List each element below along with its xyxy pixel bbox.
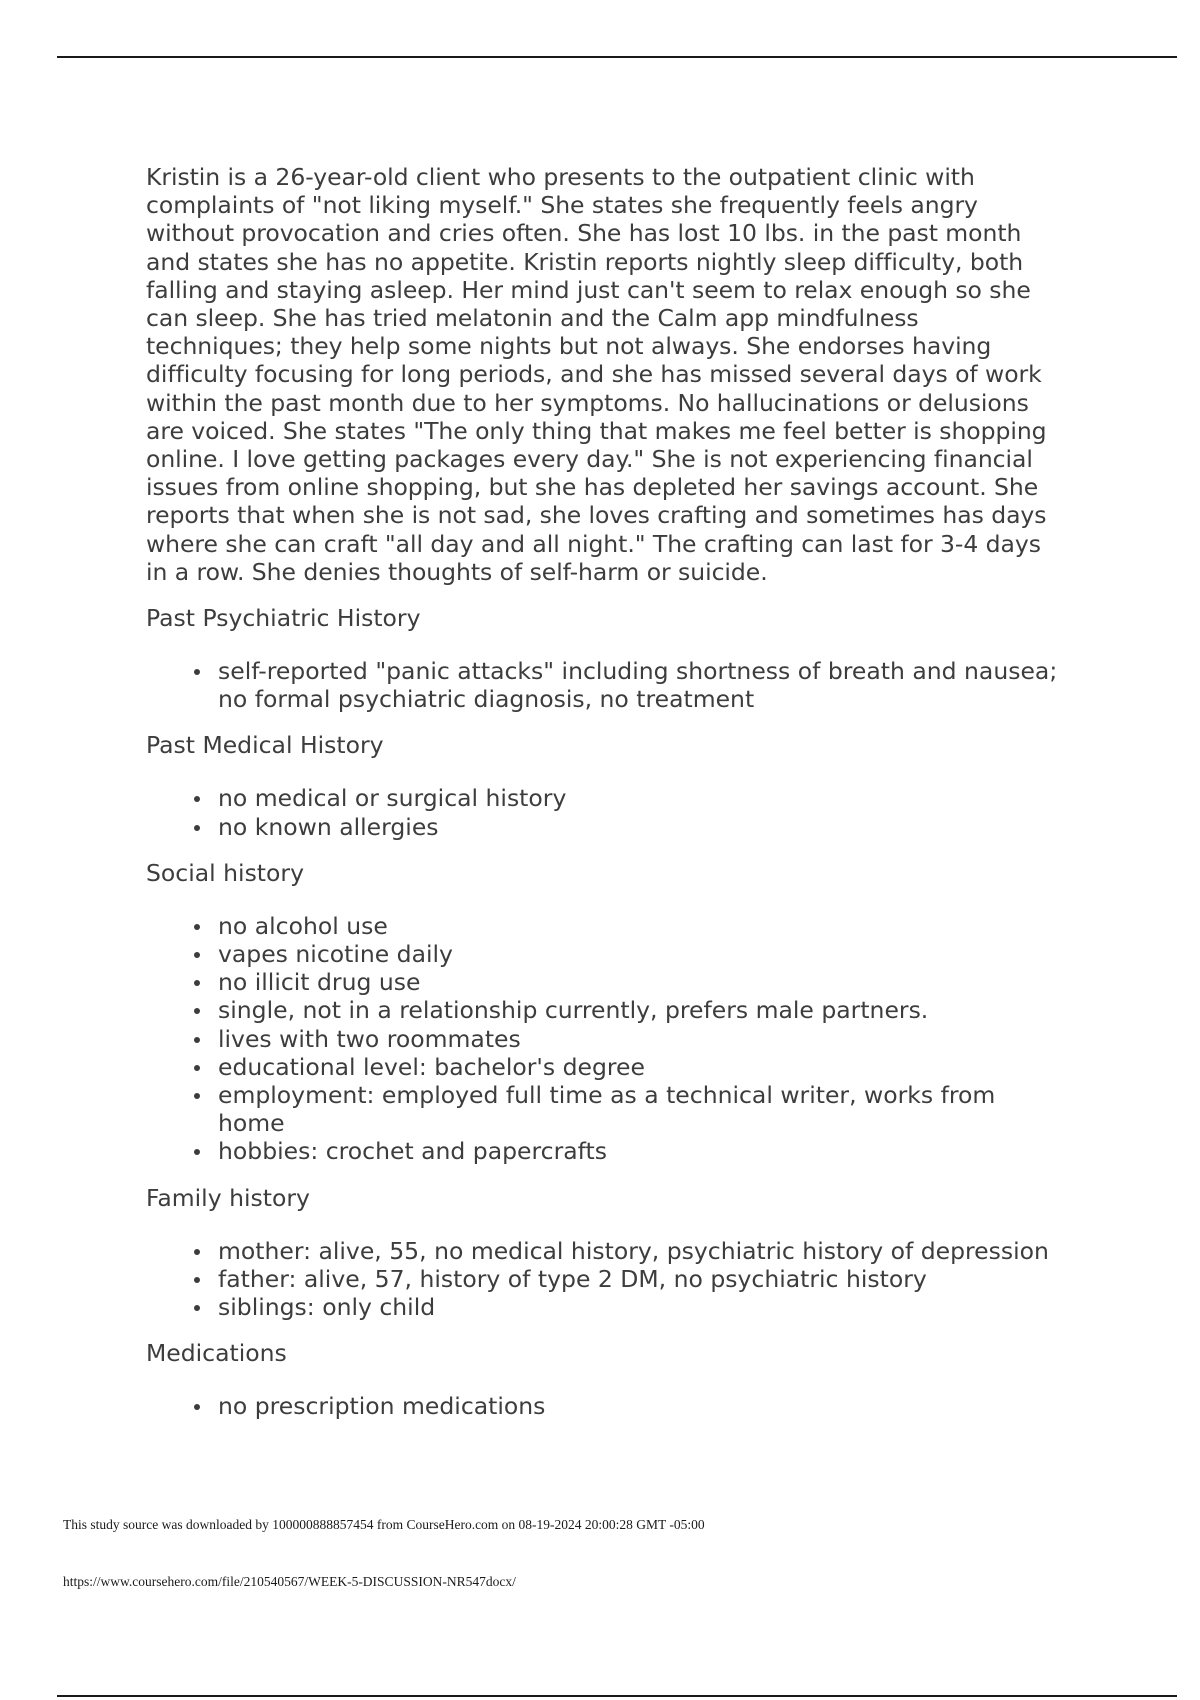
bullet-list [146,1392,1086,1420]
list-item-text: father: alive, 57, history of type 2 DM, no psychiatric history [218,1264,927,1293]
list-item [146,1392,1086,1420]
list-item-text: educational level: bachelor's degree [218,1052,645,1081]
section-heading: Family history [146,1183,310,1212]
list-item [146,784,1086,812]
top-rule [57,56,1177,58]
list-item [146,1025,1086,1053]
bullet-list [146,1237,1086,1322]
bullet-dot-icon [194,796,200,802]
section-heading: Past Medical History [146,731,384,760]
list-item [146,940,1086,968]
bullet-dot-icon [194,1037,200,1043]
list-item [146,1137,1086,1165]
bullet-dot-icon [194,1093,200,1099]
download-notice: This study source was downloaded by 100000888857454 from CourseHero.com on 08-19-2024 20:00:28 GMT -05:00 [63,1517,705,1532]
list-item-text: lives with two roommates [218,1024,521,1053]
list-item [146,1237,1086,1265]
bullet-dot-icon [194,1277,200,1283]
history-sections [146,604,1086,1420]
list-item [146,968,1086,996]
list-item [146,1265,1086,1293]
list-item [146,813,1086,841]
list-item-text: single, not in a relationship currently, prefers male partners. [218,996,929,1025]
list-item-text: no alcohol use [218,911,388,940]
list-item-text: no prescription medications [218,1392,546,1421]
list-item-text: siblings: only child [218,1293,436,1322]
bullet-dot-icon [194,825,200,831]
bullet-dot-icon [194,669,200,675]
section-heading: Social history [146,858,304,887]
list-item-text: hobbies: crochet and papercrafts [218,1137,607,1166]
document-body [146,163,1086,1421]
bullet-dot-icon [194,924,200,930]
list-item [146,1053,1086,1081]
bullet-dot-icon [194,1149,200,1155]
list-item-text: self-reported "panic attacks" including shortness of breath and nausea; no formal psychiatric diagnosis, no treatment [218,657,1058,714]
list-item-text: no known allergies [218,812,439,841]
bullet-dot-icon [194,1404,200,1410]
case-narrative: Kristin is a 26-year-old client who presents to the outpatient clinic with complaints of "not liking myself." She states she frequently feels angry without provocation and cries often. She has lost 10 lbs. in the past month and states she has no appetite. Kristin reports nightly sleep difficulty, both falling and staying asleep. Her mind just can't seem to relax enough so she can sleep. She has tried melatonin and the Calm app mindfulness techniques; they help some nights but not always. She endorses having difficulty focusing for long periods, and she has missed several days of work within the past month due to her symptoms. No hallucinations or delusions are voiced. She states "The only thing that makes me feel better is shopping online. I love getting packages every day." She is not experiencing financial issues from online shopping, but she has depleted her savings account. She reports that when she is not sad, she loves crafting and sometimes has days where she can craft "all day and all night." The crafting can last for 3-4 days in a row. She denies thoughts of self-harm or suicide. [146,163,1047,586]
list-item [146,912,1086,940]
bullet-dot-icon [194,1008,200,1014]
section-heading: Past Psychiatric History [146,604,421,633]
bullet-dot-icon [194,952,200,958]
bullet-dot-icon [194,1305,200,1311]
list-item [146,996,1086,1024]
source-url[interactable]: https://www.coursehero.com/file/210540567/WEEK-5-DISCUSSION-NR547docx/ [63,1574,516,1589]
list-item-text: mother: alive, 55, no medical history, psychiatric history of depression [218,1236,1049,1265]
list-item-text: no illicit drug use [218,968,421,997]
list-item-text: no medical or surgical history [218,784,567,813]
list-item [146,657,1086,713]
bullet-dot-icon [194,1249,200,1255]
section-heading: Medications [146,1339,287,1368]
bottom-rule [57,1695,1177,1697]
list-item-text: employment: employed full time as a technical writer, works from home [218,1081,996,1138]
list-item [146,1293,1086,1321]
list-item [146,1081,1086,1137]
list-item-text: vapes nicotine daily [218,940,453,969]
bullet-list [146,784,1086,840]
bullet-list [146,912,1086,1166]
bullet-dot-icon [194,980,200,986]
bullet-list [146,657,1086,713]
bullet-dot-icon [194,1065,200,1071]
